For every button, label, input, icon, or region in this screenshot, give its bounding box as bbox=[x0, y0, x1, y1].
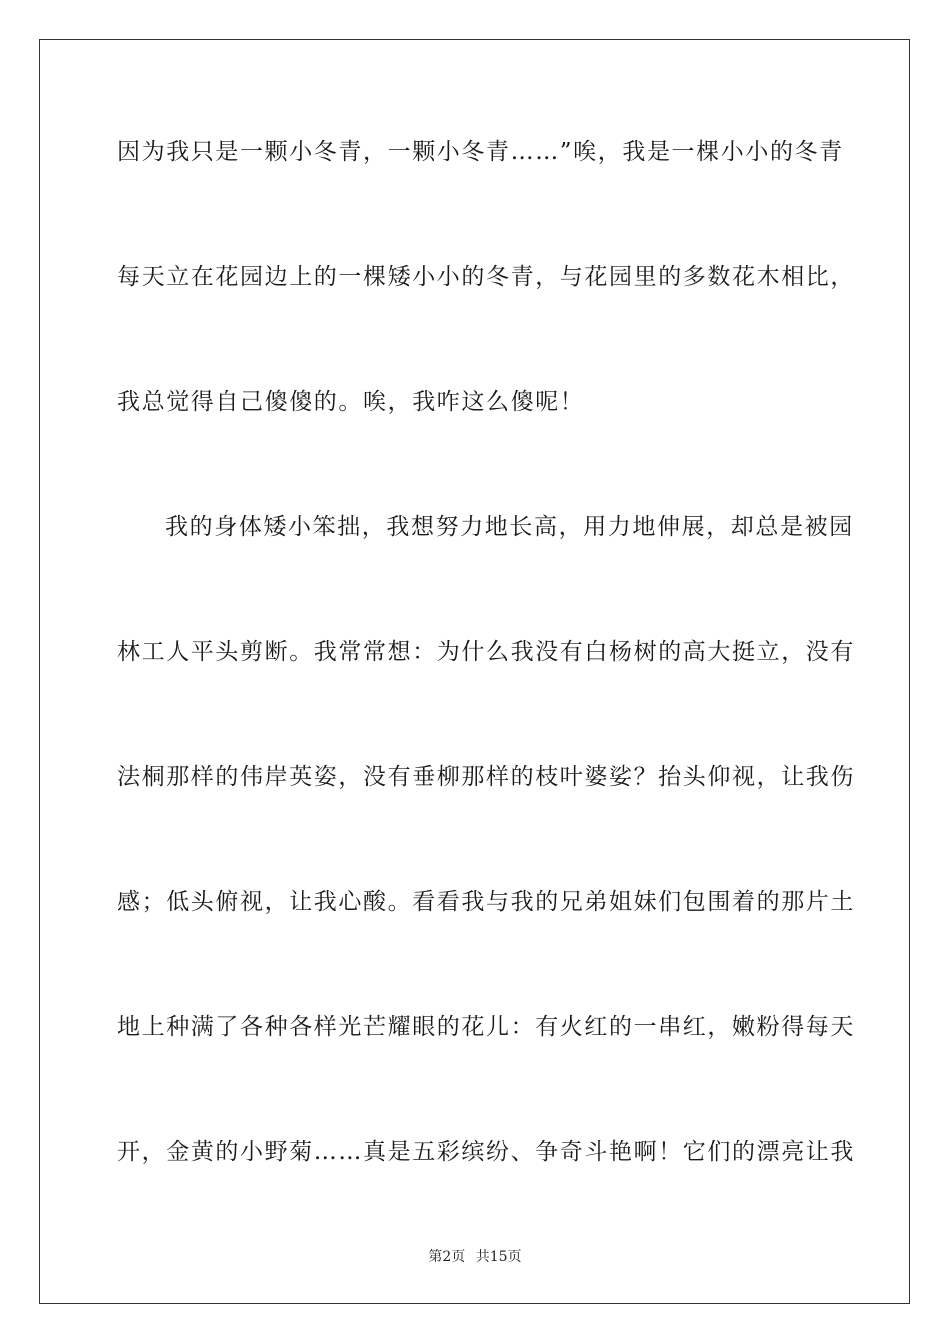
page-number: 第2页 bbox=[428, 1249, 466, 1265]
page-total: 共15页 bbox=[475, 1249, 522, 1265]
text-line: 因为我只是一颗小冬青，一颗小冬青……”唉，我是一棵小小的冬青 bbox=[117, 139, 844, 165]
paragraph-start-line: 我的身体矮小笨拙，我想努力地长高，用力地伸展，却总是被园 bbox=[165, 514, 854, 540]
page-footer bbox=[0, 1248, 950, 1266]
page-border bbox=[39, 39, 910, 1304]
text-line: 每天立在花园边上的一棵矮小小的冬青，与花园里的多数花木相比， bbox=[117, 264, 855, 290]
text-line: 开，金黄的小野菊……真是五彩缤纷、争奇斗艳啊！它们的漂亮让我 bbox=[117, 1139, 855, 1165]
text-line: 感；低头俯视，让我心酸。看看我与我的兄弟姐妹们包围着的那片土 bbox=[117, 889, 855, 915]
text-line: 林工人平头剪断。我常常想：为什么我没有白杨树的高大挺立，没有 bbox=[117, 639, 855, 665]
text-line: 法桐那样的伟岸英姿，没有垂柳那样的枝叶婆娑？抬头仰视，让我伤 bbox=[117, 764, 855, 790]
text-line: 地上种满了各种各样光芒耀眼的花儿：有火红的一串红，嫩粉得每天 bbox=[117, 1014, 855, 1040]
text-line: 我总觉得自己傻傻的。唉，我咋这么傻呢！ bbox=[117, 389, 585, 415]
